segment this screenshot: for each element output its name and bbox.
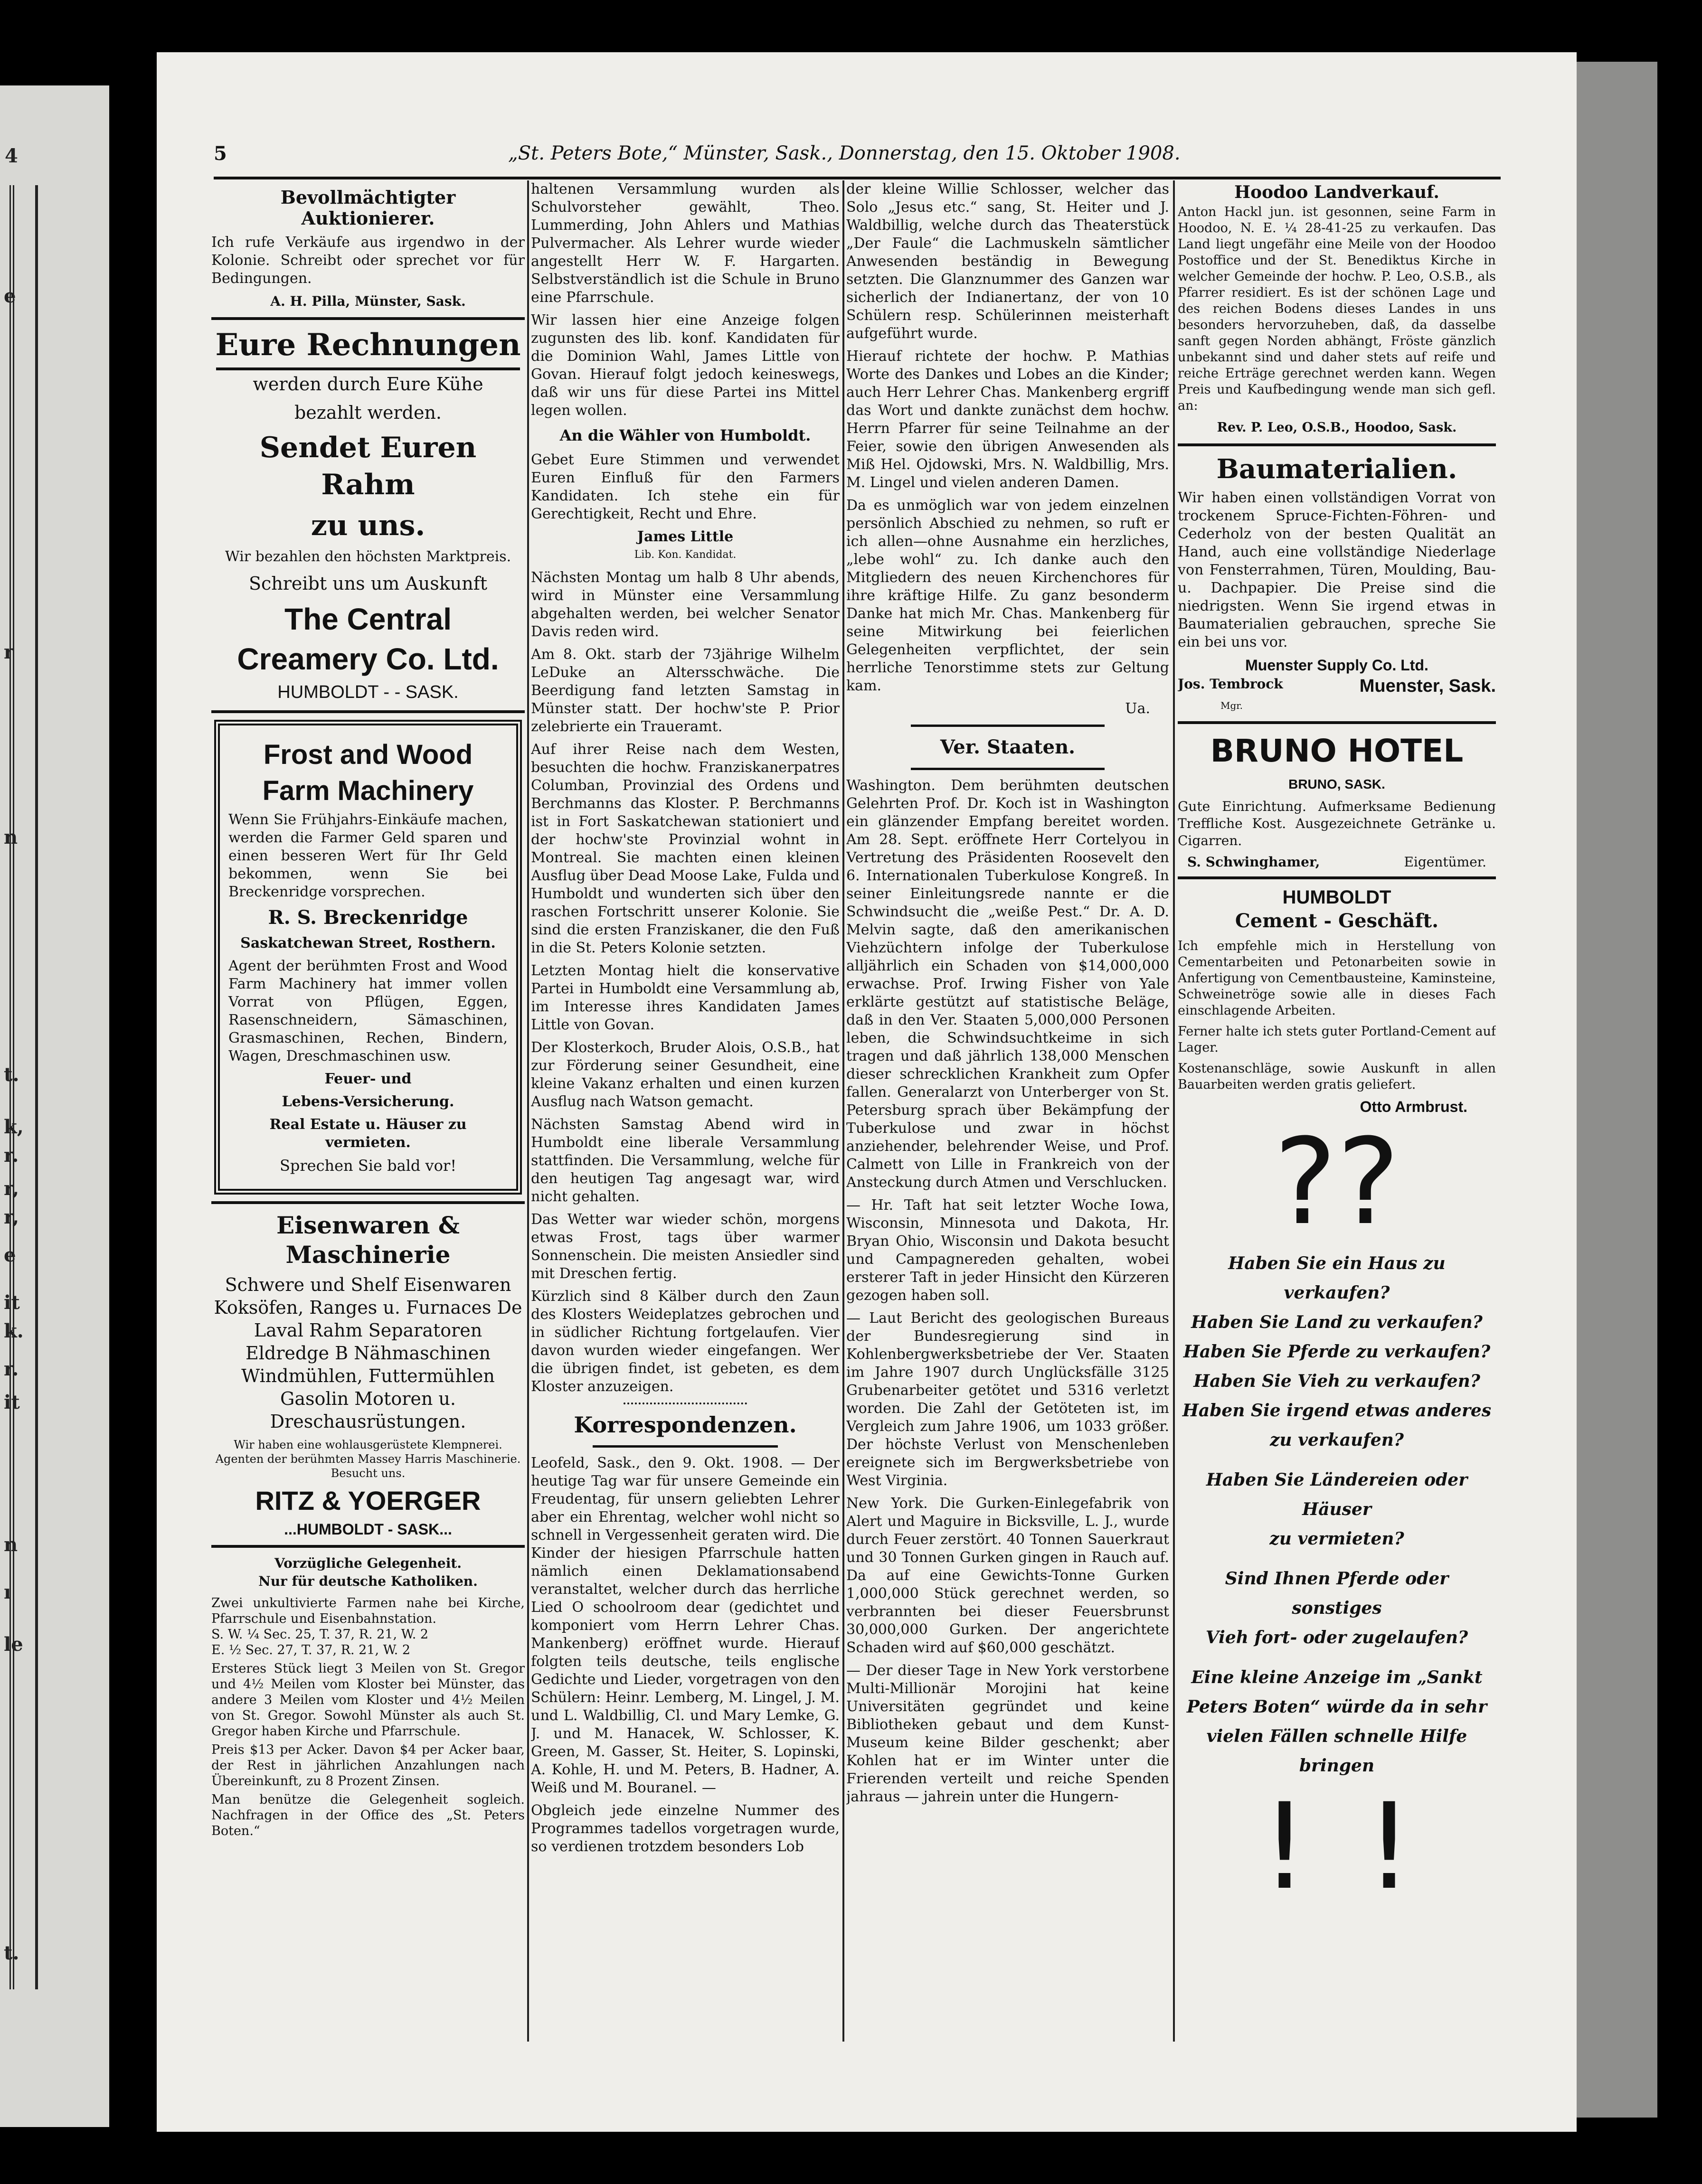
question-line: Haben Sie Land zu verkaufen? xyxy=(1191,1312,1483,1332)
ad-body: Man benütze die Gelegenheit sogleich. Nachfragen in der Office des „St. Peters Boten.“ xyxy=(211,1792,525,1838)
ad-title: BRUNO HOTEL xyxy=(1210,733,1464,769)
ad-title: Bevollmächtigter xyxy=(280,187,456,208)
left-fragment: k. xyxy=(4,1320,24,1342)
ad-signature: S. Schwinghamer, xyxy=(1187,854,1320,870)
ad-signature: Rev. P. Leo, O.S.B., Hoodoo, Sask. xyxy=(1217,420,1457,435)
ad-body: Ersteres Stück liegt 3 Meilen von St. Gregor und 4½ Meilen vom Kloster bei Münster, das andere 3 Meilen vom Kloster und 4½ Meilen von St. Gregor. Sowohl Münster als auch St. Gregor haben Kirche und Pfarrschule. xyxy=(211,1661,525,1739)
ad-baumaterialien xyxy=(1178,453,1496,715)
news-paragraph: Da es unmöglich war von jedem einzelnen persönlich Abschied zu nehmen, so ruft er ich allen—ohne Ausnahme ein herzliches, „lebe wohl“ zu. Ich danke auch den Mitgliedern des neuen Kirchenchores für ihre kräftige Hilfe. Zu ganz besonderm Danke hat mich Mr. Chas. Mankenberg für seine Mitwirkung bei feierlichen Gelegenheiten verpflichtet, der sein herrliche Tenorstimme stets zur Geltung kam. xyxy=(846,497,1169,694)
divider xyxy=(1178,876,1496,879)
question-line: Vieh fort- oder zugelaufen? xyxy=(1205,1628,1468,1647)
ad-bruno-hotel xyxy=(1178,731,1496,870)
ad-headline: Sendet Euren Rahm xyxy=(259,431,477,501)
ad-title: Eure Rechnungen xyxy=(215,327,521,363)
ad-pilla xyxy=(211,187,525,311)
left-fragment: n xyxy=(4,826,18,848)
ad-body: Ich empfehle mich in Herstellung von Cementarbeiten und Petonarbeiten sowie in Anfertigung von Cementbausteine, Kaminsteine, Schweinetröge sowie alle in dieses Fach einschlagende Arbeiten. xyxy=(1178,939,1496,1018)
news-paragraph: Kürzlich sind 8 Kälber durch den Zaun des Klosters Weideplatzes gebrochen und in südlicher Richtung fortgelaufen. Vier davon wurden wieder eingefangen. Wer die übrigen findet, ist gebeten, es dem Kloster anzuzeigen. xyxy=(531,1288,840,1395)
ad-cement xyxy=(1178,886,1496,1116)
ad-signature-row xyxy=(1178,676,1496,697)
left-fragment: e xyxy=(4,285,16,307)
news-paragraph: New York. Die Gurken-Einlegefabrik von Alert und Maguire in Bicksville, L. J., wurde durch Feuer zerstört. 40 Tonnen Sauerkraut und 30 Tonnen Gurken gingen in Rauch auf. Da auf eine Gewichts-Tonne Gurken 1,000,000 Stück gerechnet werden, so verbrannten bei dieser Feuersbrunst 30,000,000 Gurken. Der angerichtete Schaden wird auf $60,000 geschätzt. xyxy=(846,1495,1169,1656)
ad-signature-title: Eigentümer. xyxy=(1404,854,1486,870)
ad-company-name: The Central xyxy=(284,602,452,636)
ad-body: Wir haben einen vollständigen Vorrat von trockenem Spruce-Fichten-Föhren- und Cederholz von der besten Qualität an Hand, auch eine vollständige Niederlage von Fensterrahmen, Türen, Moulding, Bau- u. Dachpapier. Die Preise sind die niedrigsten. Wenn Sie irgend etwas in Baumaterialien gebrauchen, spreche Sie ein bei uns vor. xyxy=(1178,490,1496,650)
ad-title: Auktionierer. xyxy=(301,207,435,229)
news-paragraph: Nächsten Samstag Abend wird in Humboldt eine liberale Versammlung stattfinden. Die Versammlung, welche für den heutigen Tag angesagt war, wird nicht gehalten. xyxy=(531,1116,840,1205)
ad-line: werden durch Eure Kühe xyxy=(253,374,483,395)
masthead-line: „St. Peters Bote,“ Münster, Sask., Donnerstag, den 15. Oktober 1908. xyxy=(508,142,1181,164)
news-paragraph: Am 8. Okt. starb der 73jährige Wilhelm LeDuke an Altersschwäche. Die Beerdigung fand letzten Samstag in Münster statt. Der hochw'ste P. Prior zelebrierte ein Traueramt. xyxy=(531,646,840,735)
ad-gelegenheit xyxy=(211,1554,525,1839)
question-line: Sind Ihnen Pferde oder sonstiges xyxy=(1225,1569,1449,1618)
left-fragment: it xyxy=(4,1291,20,1314)
ad-title: Frost and Wood xyxy=(263,739,473,770)
ad-headline: zu uns. xyxy=(311,509,426,542)
left-page-ornament-border xyxy=(9,185,38,1989)
ad-title: Eisenwaren & Maschinerie xyxy=(276,1211,460,1269)
news-paragraph: Letzten Montag hielt die konservative Partei in Humboldt eine Versammlung ab, im Interesse ihres Kandidaten James Little von Govan. xyxy=(531,962,840,1033)
ad-title: Hoodoo Landverkauf. xyxy=(1234,182,1439,202)
column-rule xyxy=(842,180,844,2042)
ad-body: Agent der berühmten Frost and Wood Farm Machinery hat immer vollen Vorrat von Pflügen, Eggen, Rasenschneidern, Sämaschinen, Grasmaschinen, Rechen, Bindern, Wagen, Dreschmaschinen usw. xyxy=(228,958,508,1064)
news-paragraph: Auf ihrer Reise nach dem Westen, besuchten die hochw. Franziskanerpatres Columban, Provinzial des Ordens und Berchmanns das Kloster. P. Berchmanns ist in Fort Saskatchewan stationiert und der hochw'ste Provinzial wohnt in Montreal. Sie machten einen kleinen Ausflug über Dead Moose Lake, Fulda und Humboldt und wunderten sich über den raschen Fortschritt unserer Kolonie. Sie sind die ersten Franziskaner, die den Fuß in die St. Peters Kolonie setzten. xyxy=(531,741,840,956)
ad-manager: Jos. Tembrock xyxy=(1178,676,1283,692)
column-rule xyxy=(1173,180,1175,2042)
ad-name: R. S. Breckenridge xyxy=(268,906,468,929)
signature: Ua. xyxy=(1125,700,1150,717)
ad-company-name: Muenster Supply Co. Ltd. xyxy=(1245,657,1428,674)
ad-line: bezahlt werden. xyxy=(294,402,442,423)
ad-body: Zwei unkultivierte Farmen nahe bei Kirche, Pfarrschule und Eisenbahnstation. xyxy=(211,1596,525,1626)
news-paragraph: Gebet Eure Stimmen und verwendet Euren Einfluß für den Farmers Kandidaten. Ich stehe ein für Gerechtigkeit, Recht und Ehre. xyxy=(531,452,840,522)
ad-place: HUMBOLDT - - SASK. xyxy=(277,682,459,702)
left-fragment: le xyxy=(4,1633,23,1656)
news-paragraph: Der Klosterkoch, Bruder Alois, O.S.B., hat zur Förderung seiner Gesundheit, eine kleine Vakanz erhalten und einen kurzen Ausflug nach Watson gemacht. xyxy=(531,1039,840,1110)
exclamation-marks: !! xyxy=(1260,1778,1470,1916)
ad-body: E. ½ Sec. 27, T. 37, R. 21, W. 2 xyxy=(211,1643,411,1657)
divider xyxy=(211,710,525,713)
ad-signature-row xyxy=(1178,854,1496,870)
page-header xyxy=(214,142,1501,173)
ad-line: Wir bezahlen den höchsten Marktpreis. xyxy=(225,548,511,565)
ad-manager-title: Mgr. xyxy=(1220,700,1243,711)
question-line: zu vermieten? xyxy=(1269,1529,1404,1549)
ad-questions xyxy=(1178,1113,1496,1916)
page-number: 5 xyxy=(214,142,227,165)
header-rule xyxy=(214,177,1501,179)
news-paragraph: haltenen Versammlung wurden als Schulvorsteher gewählt, Theo. Lummerding, John Ahlers und Mathias Pulvermacher. Als Lehrer wurde wieder angestellt Herr W. F. Hargarten. Selbstverständlich ist die Schule in Bruno eine Pfarrschule. xyxy=(531,181,840,306)
ad-signature: A. H. Pilla, Münster, Sask. xyxy=(270,293,466,309)
column-3 xyxy=(846,180,1169,2042)
divider xyxy=(624,1403,747,1404)
ad-title: HUMBOLDT xyxy=(1282,887,1391,908)
left-fragment: k, xyxy=(4,1116,24,1138)
signature-title: Lib. Kon. Kandidat. xyxy=(634,549,737,561)
section-heading: An die Wähler von Humboldt. xyxy=(559,426,811,444)
ad-line: Real Estate u. Häuser zu vermieten. xyxy=(269,1116,467,1151)
left-fragment: e xyxy=(4,1244,16,1266)
ad-place: Muenster, Sask. xyxy=(1359,676,1496,696)
ad-body: Ich rufe Verkäufe aus irgendwo in der Kolonie. Schreibt oder sprechet vor für Bedingungen. xyxy=(211,234,525,287)
ad-company-name: RITZ & YOERGER xyxy=(255,1486,481,1516)
divider xyxy=(911,768,1105,770)
news-paragraph: Hierauf richtete der hochw. P. Mathias Worte des Dankes und Lobes an die Kinder; auch Herr Lehrer Chas. Mankenberg ergriff das Wort und dankte zunächst dem hochw. Herrn Pfarrer für seine Teilnahme an der Feier, sowie den übrigen Anwesenden als Miß Hel. Ojdowski, Mrs. N. Waldbillig, Mrs. M. Lingel und vielen anderen Damen. xyxy=(846,348,1169,491)
ad-body: Wenn Sie Frühjahrs-Einkäufe machen, werden die Farmer Geld sparen und einen besseren Wert für Ihr Geld bekommen, wenn Sie bei Breckenridge vorsprechen. xyxy=(228,811,508,900)
news-paragraph: — Der dieser Tage in New York verstorbene Multi-Millionär Morojini hat keine Universitäten gegründet und keine Bibliotheken gebaut und dem Kunst-Museum keine Bilder geschenkt; aber Kohlen hat er im Winter unter die Frierenden verteilt und reiche Spenden jahraus — jahrein unter die Hungern- xyxy=(846,1662,1169,1805)
left-fragment: ı xyxy=(4,1581,11,1603)
divider xyxy=(593,1445,778,1448)
news-paragraph: Nächsten Montag um halb 8 Uhr abends, wird in Münster eine Versammlung abgehalten werden, bei welcher Senator Davis reden wird. xyxy=(531,569,840,640)
ad-small-print: Wir haben eine wohlausgerüstete Klempnerei. Agenten der berühmten Massey Harris Maschinerie. Besucht uns. xyxy=(215,1438,521,1480)
ad-title: Nur für deutsche Katholiken. xyxy=(258,1573,478,1589)
left-fragment: r. xyxy=(4,1358,19,1380)
ad-line: Schreibt uns um Auskunft xyxy=(248,573,488,594)
ad-title: Farm Machinery xyxy=(262,775,474,806)
ad-line: Feuer- und xyxy=(324,1071,412,1087)
question-line: Haben Sie Ländereien oder Häuser xyxy=(1206,1470,1468,1519)
news-paragraph: Obgleich jede einzelne Nummer des Programmes tadellos vorgetragen wurde, so verdienen trotzdem besonders Lob xyxy=(531,1802,840,1855)
section-heading: Ver. Staaten. xyxy=(940,736,1076,758)
ad-body: S. W. ¼ Sec. 25, T. 37, R. 21, W. 2 xyxy=(211,1627,429,1642)
news-paragraph: Washington. Dem berühmten deutschen Gelehrten Prof. Dr. Koch ist in Washington ein glänzender Empfang bereitet worden. Am 28. Sept. eröffnete Herr Cortelyou in Vertretung des Präsidenten Roosevelt den 6. Internationalen Tuberkulose Kongreß. In seiner Einleitungsrede nannte er die Schwindsucht die „weiße Pest.“ Dr. A. D. Melvin sagte, daß den amerikanischen Viehzüchtern infolge der Tuberkulose alljährlich ein Schaden von $14,000,000 erwachse. Prof. Irwing Fisher von Yale erklärte gestützt auf statistische Beläge, daß in den Ver. Staaten 5,000,000 Personen leben, die Schwindsuchtkeime in sich tragen und daß jährlich 138,000 Menschen dieser schrecklichen Krankheit zum Opfer fallen. Generalarzt von Unterberger von St. Petersburg sprach über Bekämpfung der Tuberkulose und zwar in höchst anziehender, belehrender Weise, und Prof. Calmett von Lille in Frankreich von der Ansteckung durch Atmen und Verschlucken. xyxy=(846,777,1169,1191)
ad-body: Gute Einrichtung. Aufmerksame Bedienung Treffliche Kost. Ausgezeichnete Getränke u. Cigarren. xyxy=(1178,799,1496,848)
question-line: vielen Fällen schnelle Hilfe bringen xyxy=(1206,1726,1467,1776)
page-edge-strip xyxy=(1577,62,1657,2118)
left-fragment: r xyxy=(4,641,14,663)
divider xyxy=(216,367,520,370)
left-fragment: r, xyxy=(4,1177,19,1200)
question-line: Peters Boten“ würde da in sehr xyxy=(1186,1697,1487,1717)
ad-frost-wood xyxy=(214,720,522,1195)
news-paragraph: Das Wetter war wieder schön, morgens etwas Frost, tags über warmer Sonnenschein. Die meisten Ansiedler sind mit Dreschen fertig. xyxy=(531,1211,840,1282)
ad-signature: Otto Armbrust. xyxy=(1360,1098,1467,1115)
column-4 xyxy=(1178,180,1496,2042)
ad-address: Saskatchewan Street, Rosthern. xyxy=(240,935,496,951)
divider xyxy=(211,1545,525,1548)
question-line: Haben Sie irgend etwas anderes xyxy=(1182,1401,1492,1421)
column-2 xyxy=(531,180,840,2042)
news-paragraph: — Laut Bericht des geologischen Bureaus der Bundesregierung sind in Kohlenbergwerksbetriebe der Ver. Staaten im Jahre 1907 durch Unglücksfälle 3125 Grubenarbeiter getötet und 5316 verletzt worden. Die Zahl der Getöteten ist, im Vergleich zum Jahre 1906, um 1033 größer. Der höchste Verlust von Menschenleben ereignete sich im Bergwerksbetriebe von West Virginia. xyxy=(846,1310,1169,1489)
question-line: Haben Sie Pferde zu verkaufen? xyxy=(1183,1342,1491,1362)
left-fragment: t. xyxy=(4,1942,19,1964)
ad-place: BRUNO, SASK. xyxy=(1288,777,1385,791)
left-fragment: r, xyxy=(4,1206,19,1228)
ad-title: Cement - Geschäft. xyxy=(1235,910,1439,932)
divider xyxy=(211,1201,525,1204)
ad-ritz-yoerger xyxy=(211,1211,525,1538)
ad-title: Baumaterialien. xyxy=(1216,453,1457,485)
question-line: zu verkaufen? xyxy=(1269,1430,1404,1450)
column-1 xyxy=(211,180,525,2042)
news-paragraph: Leofeld, Sask., den 9. Okt. 1908. — Der heutige Tag war für unsere Gemeinde ein Freudentag, für unsern geliebten Lehrer aber ein Ehrentag, welcher wohl nicht so schnell in Vergessenheit geraten wird. Die Kinder der hiesigen Pfarrschule hatten nämlich einen Deklamationsabend veranstaltet, welcher durch das herrliche Lied O schoolroom dear (gedichtet und komponiert vom Herrn Lehrer Chas. Mankenberg) eröffnet wurde. Hierauf folgten teils deutsche, teils englische Gedichte und Lieder, vorgetragen von den Schülern: Heinr. Lemberg, M. Lingel, J. M. und L. Waldbillig, Cl. und Mary Lemke, G. J. und M. Hanacek, W. Schlosser, K. Green, M. Gasser, St. Heiter, S. Lopinski, A. Kohle, H. und M. Peters, B. Hadner, A. Weiß und M. Bouranel. — xyxy=(531,1455,840,1796)
ad-body: Kostenanschläge, sowie Auskunft in allen Bauarbeiten werden gratis geliefert. xyxy=(1178,1061,1496,1092)
ad-creamery xyxy=(211,327,525,704)
ad-hoodoo xyxy=(1178,183,1496,437)
left-fragment: t. xyxy=(4,1064,19,1086)
divider xyxy=(911,725,1105,727)
left-page-number: 4 xyxy=(5,145,18,167)
news-paragraph: — Hr. Taft hat seit letzter Woche Iowa, Wisconsin, Minnesota und Dakota, Hr. Bryan Ohio, Wisconsin und Dakota besucht und Campagnereden gehalten, wobei ersterer Taft in jeder Hinsicht den Kürzeren gezogen haben soll. xyxy=(846,1197,1169,1304)
section-heading: Korrespondenzen. xyxy=(574,1412,797,1438)
question-marks: ?? xyxy=(1274,1113,1400,1251)
question-line: Haben Sie ein Haus zu verkaufen? xyxy=(1228,1253,1446,1303)
ad-line: Lebens-Versicherung. xyxy=(282,1093,454,1110)
ad-company-name: Creamery Co. Ltd. xyxy=(237,642,499,676)
news-paragraph: Wir lassen hier eine Anzeige folgen zugunsten des lib. konf. Kandidaten für die Dominion Wahl, James Little von Govan. Hierauf folgt jedoch keineswegs, daß wir uns für diese Partei ins Mittel legen wollen. xyxy=(531,312,840,419)
ad-body: Preis $13 per Acker. Davon $4 per Acker baar, der Rest in jährlichen Anzahlungen nach Übereinkunft, zu 8 Prozent Zinsen. xyxy=(211,1742,525,1789)
signature: James Little xyxy=(637,528,734,545)
divider xyxy=(1178,721,1496,724)
divider xyxy=(1178,443,1496,446)
left-fragment: r. xyxy=(4,1144,19,1167)
divider xyxy=(211,317,525,320)
news-paragraph: der kleine Willie Schlosser, welcher das Solo „Jesus etc.“ sang, St. Heiter und J. Waldbillig, welche durch das Theaterstück „Der Faule“ die Lachmuskeln sämtlicher Anwesenden beständig in Bewegung setzten. Die Glanznummer des Ganzen war sicherlich der Indianertanz, der von 10 Schülern resp. Schülerinnen meisterhaft aufgeführt wurde. xyxy=(846,181,1169,342)
ad-body: Ferner halte ich stets guter Portland-Cement auf Lager. xyxy=(1178,1024,1496,1055)
ad-place: ...HUMBOLDT - SASK... xyxy=(284,1521,452,1538)
question-line: Haben Sie Vieh zu verkaufen? xyxy=(1193,1371,1480,1391)
ad-line: Sprechen Sie bald vor! xyxy=(279,1157,457,1175)
ad-body: Anton Hackl jun. ist gesonnen, seine Farm in Hoodoo, N. E. ¼ 28-41-25 zu verkaufen. Das Land liegt ungefähr eine Meile von der Hoodoo Postoffice und der St. Benediktus Kirche in welcher Gemeinde der hochw. P. Leo, O.S.B., als Pfarrer residiert. Es ist der schönen Lage und des reichen Bodens dieses Landes in uns besonders hervorzuheben, daß, da dasselbe sanft gegen Norden abhängt, Fröste gänzlich unbekannt sind und daher stets auf reife und reiche Erträge gerechnet werden kann. Wegen Preis und Kaufbedingung wende man sich gefl. an: xyxy=(1178,205,1496,413)
left-fragment: it xyxy=(4,1391,20,1413)
column-rule xyxy=(527,180,529,2042)
left-fragment: n xyxy=(4,1534,18,1556)
ad-title: Vorzügliche Gelegenheit. xyxy=(274,1555,462,1571)
ad-body: Schwere und Shelf Eisenwaren Koksöfen, Ranges u. Furnaces De Laval Rahm Separatoren Eldredge B Nähmaschinen Windmühlen, Futtermühlen Gasolin Motoren u. Dreschausrüstungen. xyxy=(214,1274,522,1432)
question-line: Eine kleine Anzeige im „Sankt xyxy=(1191,1667,1483,1687)
